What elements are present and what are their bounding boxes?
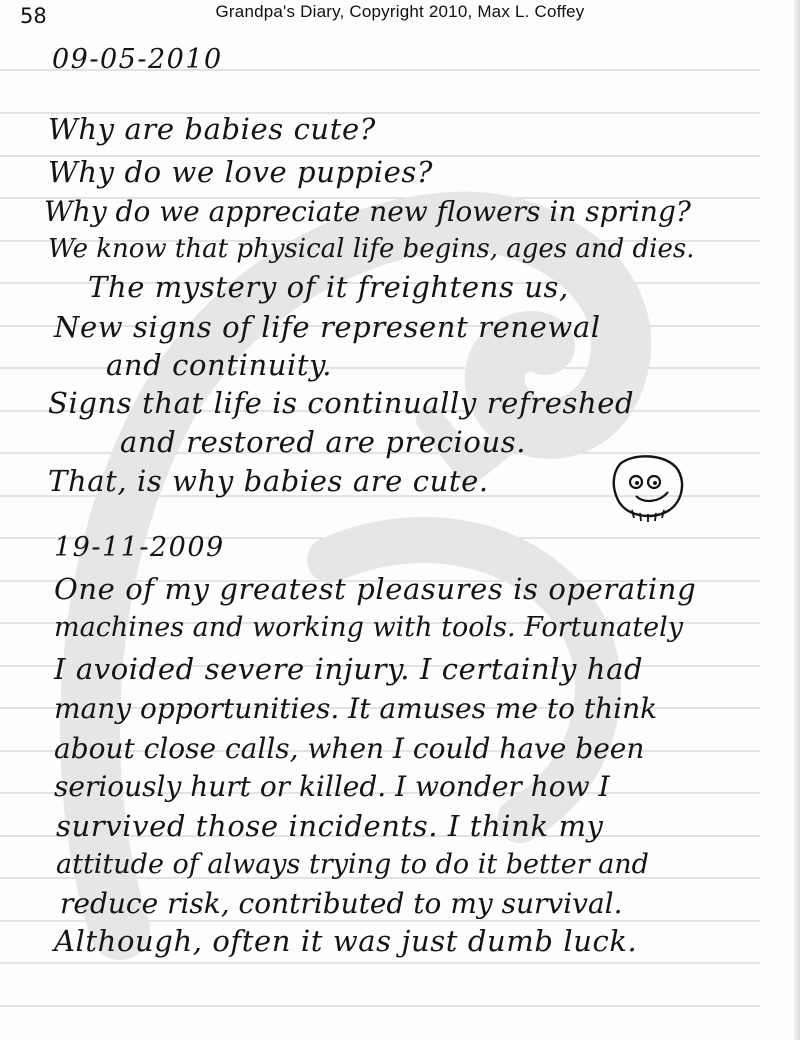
- diary-line: New signs of life represent renewal: [54, 310, 601, 344]
- diary-line: The mystery of it freightens us,: [88, 270, 569, 304]
- diary-line: Why do we love puppies?: [48, 155, 434, 189]
- diary-line: Why are babies cute?: [48, 112, 376, 146]
- diary-line: Signs that life is continually refreshed: [48, 386, 635, 420]
- diary-line: and continuity.: [106, 348, 333, 382]
- diary-line: survived those incidents. I think my: [56, 809, 604, 843]
- diary-line: One of my greatest pleasures is operating: [54, 572, 697, 606]
- diary-line: and restored are precious.: [120, 425, 527, 459]
- diary-line: Although, often it was just dumb luck.: [54, 924, 638, 958]
- diary-line: about close calls, when I could have been: [54, 732, 645, 765]
- diary-line: We know that physical life begins, ages and dies.: [48, 234, 695, 264]
- page-number: 58: [20, 4, 47, 28]
- diary-line: reduce risk, contributed to my survival.: [60, 887, 623, 920]
- smiley-face-icon: [606, 452, 690, 524]
- diary-line: many opportunities. It amuses me to think: [54, 692, 658, 725]
- diary-line: seriously hurt or killed. I wonder how I: [54, 770, 610, 803]
- page-header-title: Grandpa's Diary, Copyright 2010, Max L. Coffey: [215, 2, 585, 21]
- diary-line: I avoided severe injury. I certainly had: [54, 652, 644, 686]
- page-edge-shadow: [794, 0, 800, 1040]
- diary-line: attitude of always trying to do it better and: [56, 849, 649, 880]
- diary-line: Why do we appreciate new flowers in spring?: [44, 195, 691, 228]
- diary-line: That, is why babies are cute.: [48, 464, 489, 498]
- entry-date: 19-11-2009: [54, 532, 225, 563]
- diary-line: machines and working with tools. Fortunately: [54, 612, 683, 643]
- entry-date: 09-05-2010: [52, 44, 223, 75]
